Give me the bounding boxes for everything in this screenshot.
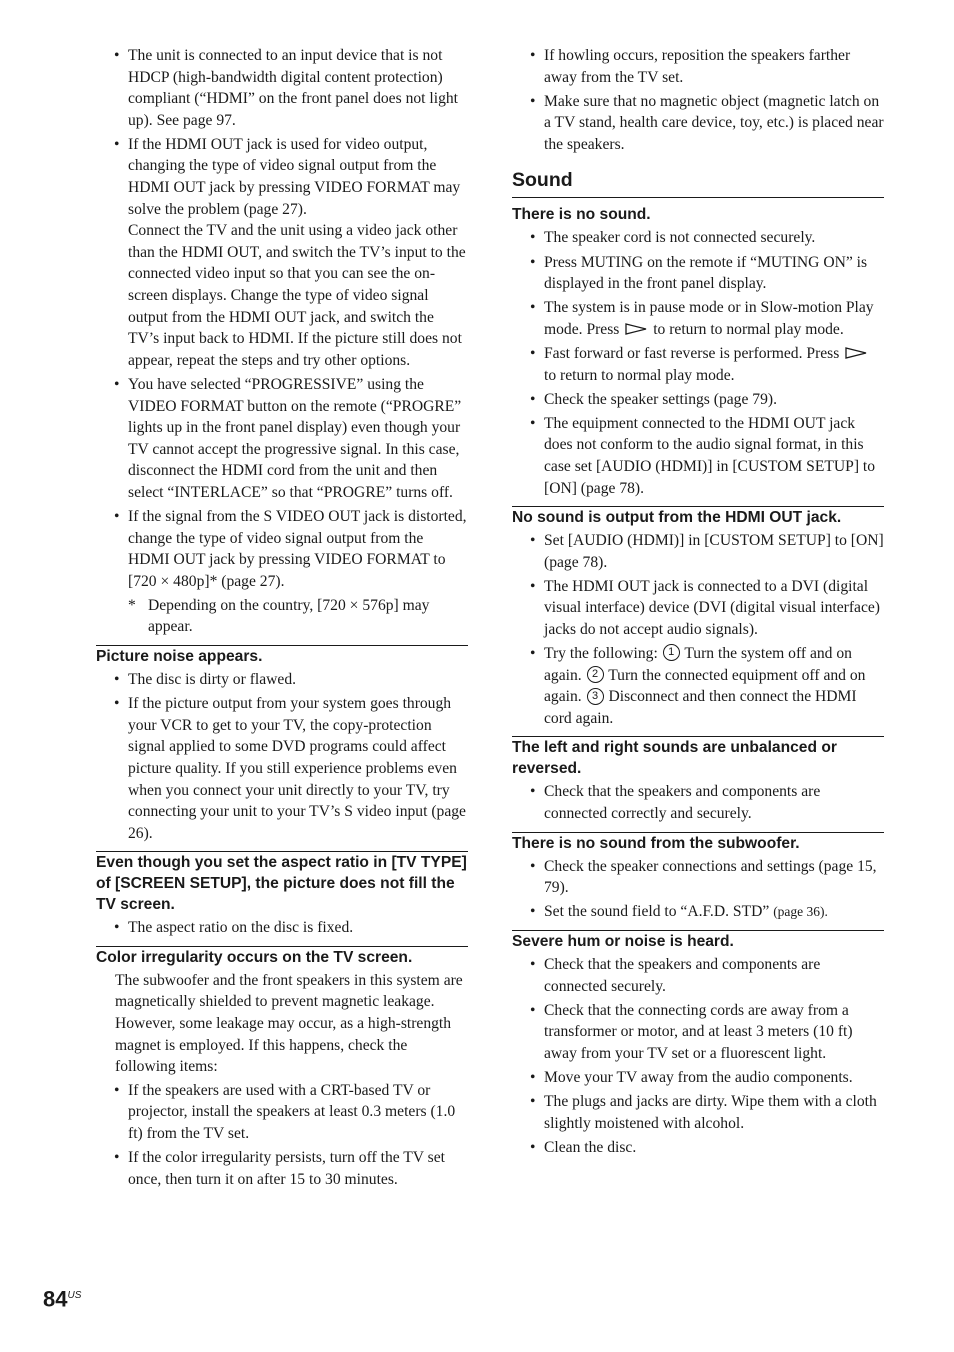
subwoofer-list (512, 856, 884, 923)
step-number-2: 2 (587, 666, 604, 683)
unbalanced-list (512, 781, 884, 824)
list-item-text: • If the HDMI OUT jack is used for video output, changing the type of video signal output from the HDMI OUT jack by pressing VIDEO FORMAT may solve the problem (page 27). (128, 135, 461, 218)
list-item-text: Disconnect and then connect the HDMI cord again. (544, 688, 857, 727)
list-item: • The HDMI OUT jack is connected to a DVI (digital visual interface) device (DVI (digital visual interface) jacks do not accept audio signals). (512, 576, 884, 641)
list-item: • If the speakers are used with a CRT-based TV or projector, install the speakers at least 0.3 meters (1.0 ft) from the TV set. (96, 1080, 468, 1145)
footnote-text: Depending on the country, [720 × 576p] may appear. (148, 596, 430, 636)
list-item: • Check that the speakers and components are connected correctly and securely. (512, 781, 884, 824)
list-item-text: Turn the system off and on again. (544, 645, 852, 684)
hum-list (512, 954, 884, 1158)
list-item (96, 506, 468, 592)
list-item: • Make sure that no magnetic object (magnetic latch on a TV stand, health care device, toy, etc.) is placed near the speakers. (512, 91, 884, 156)
list-item (512, 901, 884, 923)
footnote (96, 595, 468, 638)
picture-noise-list (96, 669, 468, 844)
list-item-text: to return to normal play mode. (653, 320, 844, 338)
list-item-text: Turn the connected equipment off and on again. (544, 666, 866, 706)
hdmi-no-sound-list (512, 530, 884, 729)
color-irregularity-list (96, 1080, 468, 1190)
step-number-3: 3 (587, 688, 604, 705)
right-column (512, 45, 884, 1161)
list-item-text: * (page 27). (209, 572, 285, 590)
list-item: • Move your TV away from the audio components. (512, 1067, 884, 1089)
heading-subwoofer: There is no sound from the subwoofer. (512, 832, 884, 854)
list-item-text: If the signal from the S VIDEO OUT jack is distorted, change the type of video signal output from the HDMI OUT jack by pressing VIDEO FORMAT to [720 × 480p] (128, 507, 467, 590)
play-icon (845, 347, 867, 359)
list-item: • The disc is dirty or flawed. (96, 669, 468, 691)
play-icon (625, 323, 647, 335)
heading-hdmi-no-sound: No sound is output from the HDMI OUT jack. (512, 506, 884, 528)
list-item: • The plugs and jacks are dirty. Wipe them with a cloth slightly moistened with alcohol. (512, 1091, 884, 1134)
list-item-text: Try the following: (544, 645, 658, 663)
heading-aspect-ratio: Even though you set the aspect ratio in [TV TYPE] of [SCREEN SETUP], the picture does not fill the TV screen. (96, 851, 468, 915)
no-sound-list (512, 227, 884, 499)
list-item: • If the picture output from your system goes through your VCR to get to your TV, the copy-protection signal applied to some DVD programs could affect picture quality. If you still experience problems even when you connect your unit directly to your TV, try connecting your unit to your TV’s S video input (page 26). (96, 693, 468, 844)
list-item (512, 297, 884, 340)
list-item (512, 343, 884, 386)
step-number-1: 1 (663, 644, 680, 661)
heading-hum: Severe hum or noise is heard. (512, 930, 884, 952)
list-item: • The speaker cord is not connected securely. (512, 227, 884, 249)
page-number-value: 84 (43, 1286, 68, 1312)
aspect-ratio-list (96, 917, 468, 939)
list-item: • The aspect ratio on the disc is fixed. (96, 917, 468, 939)
footnote-mark: * (128, 596, 136, 614)
list-item: • Check the speaker connections and settings (page 15, 79). (512, 856, 884, 899)
list-item: • The equipment connected to the HDMI OUT jack does not conform to the audio signal format, in this case set [AUDIO (HDMI)] in [CUSTOM SETUP] to [ON] (page 78). (512, 413, 884, 499)
list-item-text: Set the sound field to “A.F.D. STD” (544, 903, 770, 921)
list-item-text: Connect the TV and the unit using a video jack other than the HDMI OUT, and switch the TV’s input to the connected video input so that you can see the on-screen displays. Change the type of video signal output from the HDMI OUT jack, and switch the TV’s input back to HDMI. If the picture still does not appear, repeat the steps and try other options. (128, 222, 466, 369)
list-item: • If the color irregularity persists, turn off the TV set once, then turn it on after 15 to 30 minutes. (96, 1147, 468, 1190)
heading-no-sound: There is no sound. (512, 206, 651, 224)
left-column (96, 45, 468, 1193)
list-item-text: Fast forward or fast reverse is performed. Press (544, 344, 840, 362)
list-item (96, 134, 468, 372)
video-troubleshooting-list (96, 45, 468, 592)
section-title-text: Sound (512, 169, 573, 192)
heading-picture-noise: Picture noise appears. (96, 645, 468, 667)
list-item-text: The system is in pause mode or in Slow-motion Play mode. Press (544, 299, 874, 338)
speaker-placement-list (512, 45, 884, 155)
list-item-text: to return to normal play mode. (544, 366, 735, 384)
list-item-text: (page 36). (773, 904, 828, 920)
list-item: • Check the speaker settings (page 79). (512, 389, 884, 411)
list-item: • Press MUTING on the remote if “MUTING ON” is displayed in the front panel display. (512, 252, 884, 295)
heading-unbalanced: The left and right sounds are unbalanced or reversed. (512, 736, 884, 779)
list-item: • Clean the disc. (512, 1137, 884, 1159)
list-item: • Check that the connecting cords are away from a transformer or motor, and at least 3 meters (10 ft) away from your TV set or a fluorescent light. (512, 1000, 884, 1065)
page-number-suffix: US (67, 1290, 82, 1301)
color-irregularity-intro: The subwoofer and the front speakers in this system are magnetically shielded to prevent magnetic leakage. However, some leakage may occur, as a high-strength magnet is employed. If this happens, check the following items: (115, 971, 463, 1076)
section-title-sound (512, 167, 884, 198)
list-item: • Set [AUDIO (HDMI)] in [CUSTOM SETUP] to [ON] (page 78). (512, 530, 884, 573)
list-item: • Check that the speakers and components are connected securely. (512, 954, 884, 997)
list-item: • The unit is connected to an input device that is not HDCP (high-bandwidth digital content protection) compliant (“HDMI” on the front panel does not light up). See page 97. (96, 45, 468, 131)
list-item: • You have selected “PROGRESSIVE” using the VIDEO FORMAT button on the remote (“PROGRE” lights up in the front panel display) even though your TV cannot accept the progressive signal. In this case, disconnect the HDMI cord from the unit and then select “INTERLACE” so that “PROGRE” turns off. (96, 374, 468, 504)
list-item: • If howling occurs, reposition the speakers farther away from the TV set. (512, 45, 884, 88)
heading-color-irregularity: Color irregularity occurs on the TV screen. (96, 946, 468, 968)
list-item (512, 643, 884, 729)
page-number (43, 1283, 81, 1312)
